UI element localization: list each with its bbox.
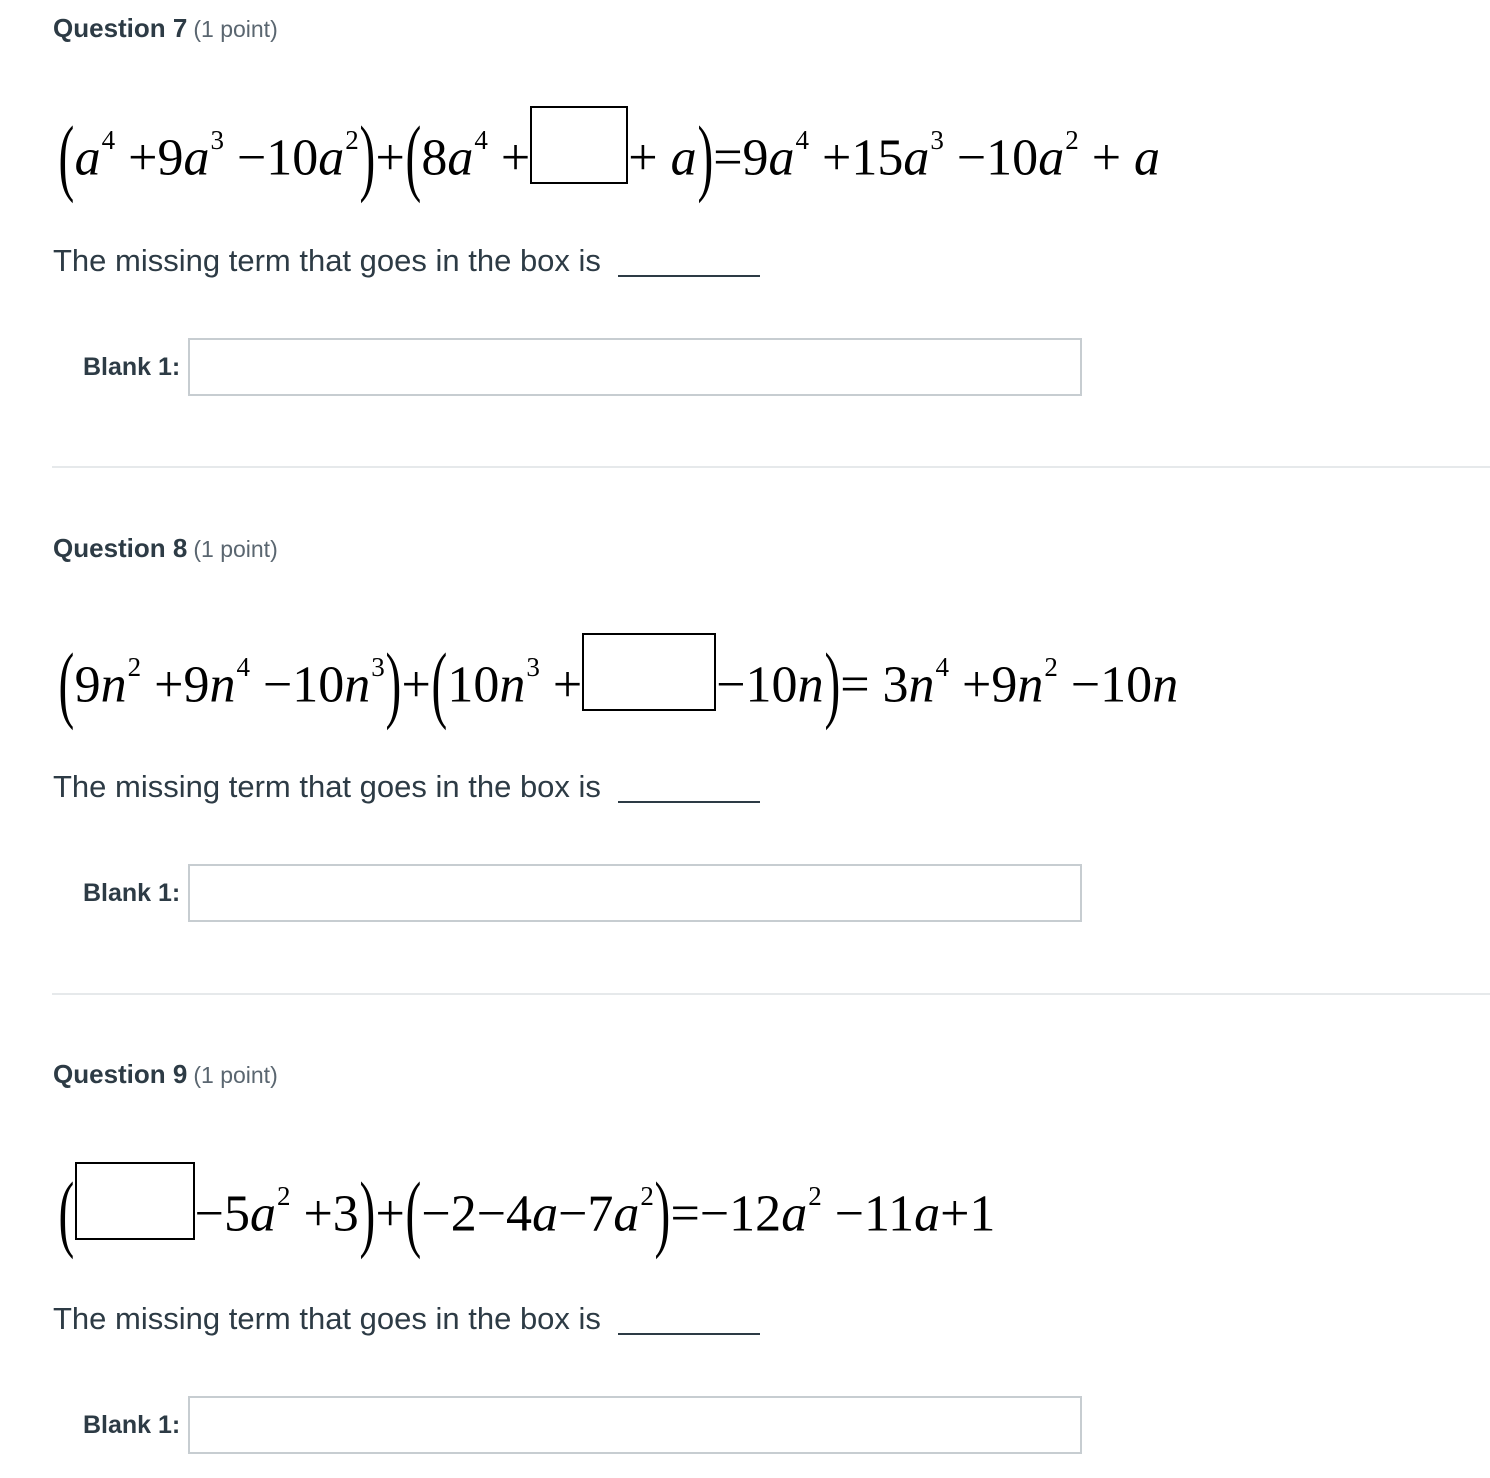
question-9-blank-1-input[interactable] <box>188 1396 1082 1454</box>
answer-underline <box>618 275 760 277</box>
question-8-equation: $(9n^2 +9n^4 -10n^3)+(10n^3 + -10n)= 3n^4 +9n^2 -10n$ <box>58 634 1179 731</box>
answer-underline <box>618 801 760 803</box>
prompt-text: The missing term that goes in the box is <box>53 1301 601 1336</box>
question-8-header <box>53 533 278 564</box>
question-7-blank-1-input[interactable] <box>188 338 1082 396</box>
question-9-prompt <box>53 1301 760 1337</box>
question-7-header <box>53 13 278 44</box>
question-divider <box>52 466 1490 468</box>
question-8-blank-1-input[interactable] <box>188 864 1082 922</box>
question-points: (1 point) <box>193 16 278 42</box>
missing-term-box <box>582 633 716 711</box>
question-9-header <box>53 1059 278 1090</box>
prompt-text: The missing term that goes in the box is <box>53 243 601 278</box>
question-8-prompt <box>53 769 760 805</box>
question-points: (1 point) <box>193 536 278 562</box>
answer-underline <box>618 1333 760 1335</box>
question-title: Question 9 <box>53 1059 188 1089</box>
question-9-equation: ( $-5a^2 +3)+(-2-4a-7a^2)=-12a^2 -11a+1$ <box>58 1163 996 1260</box>
missing-term-box <box>75 1162 195 1240</box>
question-7-prompt <box>53 243 760 279</box>
blank-1-label: Blank 1: <box>83 879 181 907</box>
question-title: Question 8 <box>53 533 188 563</box>
blank-1-label: Blank 1: <box>83 353 181 381</box>
question-title: Question 7 <box>53 13 188 43</box>
question-7-equation: $(a^4 +9a^3 -10a^2)+(8a^4$ + + $a)=9a^4 +15a^3 -10a^2 + a$ <box>58 107 1161 204</box>
question-points: (1 point) <box>193 1062 278 1088</box>
blank-1-label: Blank 1: <box>83 1411 181 1439</box>
prompt-text: The missing term that goes in the box is <box>53 769 601 804</box>
question-divider <box>52 993 1490 995</box>
missing-term-box <box>530 106 628 184</box>
